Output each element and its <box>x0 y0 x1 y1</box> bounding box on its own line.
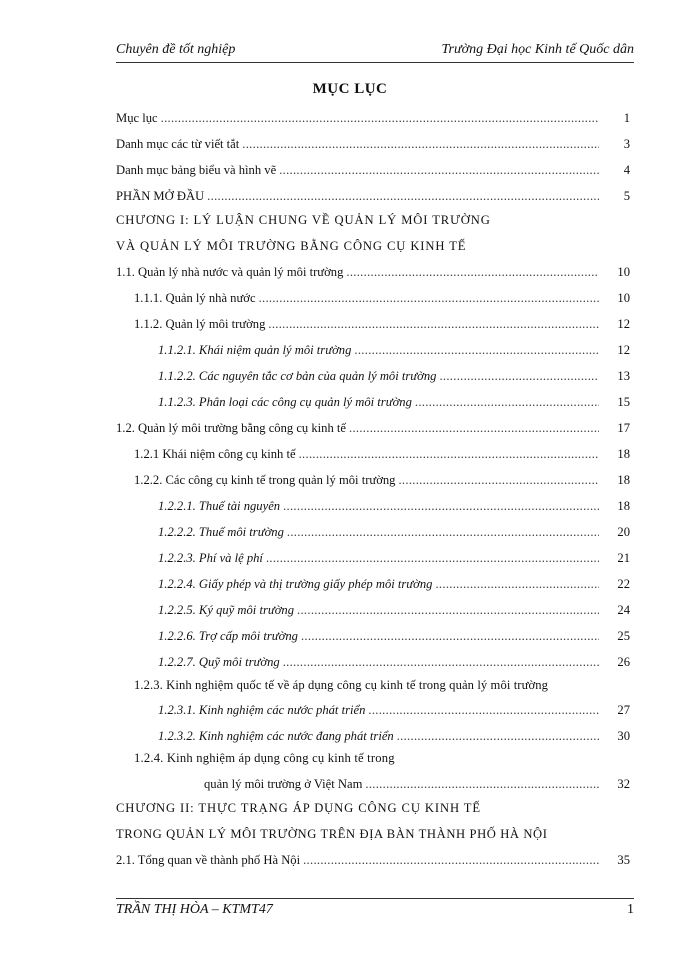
toc-page: 4 <box>623 163 630 177</box>
toc-page: 13 <box>617 369 630 383</box>
toc-label: quản lý môi trường ở Việt Nam <box>204 777 363 791</box>
toc-entry <box>158 600 630 620</box>
toc-page: 10 <box>617 265 630 279</box>
toc-label: 1.1.2.3. Phân loại các công cụ quản lý môi trường <box>158 395 412 409</box>
toc-label: 2.1. Tổng quan về thành phố Hà Nội <box>116 853 301 867</box>
header-left-text: Chuyên đề tốt nghiệp <box>116 42 236 57</box>
toc-label: 1.2.3.2. Kinh nghiệm các nước đang phát triển <box>158 729 394 743</box>
toc-label: 1.2.2. Các công cụ kinh tế trong quản lý môi trường <box>134 473 396 487</box>
toc-entry <box>116 262 630 282</box>
toc-page: 3 <box>623 137 630 151</box>
toc-label: Mục lục <box>116 111 158 125</box>
toc-entry <box>116 134 630 154</box>
toc-leader <box>301 626 599 646</box>
toc-entry <box>158 366 630 386</box>
toc-label: 1.1.2. Quản lý môi trường <box>134 317 266 331</box>
chapter-heading: VÀ QUẢN LÝ MÔI TRƯỜNG BẰNG CÔNG CỤ KINH TẾ <box>116 239 467 253</box>
toc-page: 24 <box>617 603 630 617</box>
toc-entry <box>116 418 630 438</box>
toc-page: 25 <box>617 629 630 643</box>
toc-entry <box>158 726 630 746</box>
toc-entry <box>134 470 630 490</box>
toc-entry <box>158 548 630 568</box>
toc-leader <box>397 726 599 746</box>
toc-label: 1.1.1. Quản lý nhà nước <box>134 291 256 305</box>
toc-page: 21 <box>617 551 630 565</box>
toc-entry <box>158 522 630 542</box>
toc-page: 18 <box>617 447 630 461</box>
toc-entry-no-page: 1.2.4. Kinh nghiệm áp dụng công cụ kinh tế trong <box>134 751 395 765</box>
toc-entry <box>158 340 630 360</box>
header-right-text: Trường Đại học Kinh tế Quốc dân <box>441 42 634 57</box>
toc-page: 27 <box>617 703 630 717</box>
toc-leader <box>283 496 599 516</box>
toc-leader <box>279 160 599 180</box>
toc-label: 1.1.2.2. Các nguyên tắc cơ bản của quản lý môi trường <box>158 369 437 383</box>
chapter-heading: CHƯƠNG II: THỰC TRẠNG ÁP DỤNG CÔNG CỤ KINH TẾ <box>116 801 481 815</box>
toc-entry-no-page: 1.2.3. Kinh nghiệm quốc tế về áp dụng công cụ kinh tế trong quản lý môi trường <box>134 678 549 692</box>
chapter-heading: CHƯƠNG I: LÝ LUẬN CHUNG VỀ QUẢN LÝ MÔI TRƯỜNG <box>116 213 491 227</box>
toc-leader <box>354 340 599 360</box>
toc-leader <box>398 470 599 490</box>
toc-page: 17 <box>617 421 630 435</box>
toc-leader <box>266 548 599 568</box>
toc-entry <box>116 108 630 128</box>
toc-page: 15 <box>617 395 630 409</box>
page-title: MỤC LỤC <box>312 81 388 97</box>
toc-leader <box>297 600 599 620</box>
toc-page: 10 <box>617 291 630 305</box>
toc-label: 1.2.3.1. Kinh nghiệm các nước phát triển <box>158 703 366 717</box>
toc-leader <box>435 574 599 594</box>
toc-page: 12 <box>617 317 630 331</box>
toc-leader <box>161 108 599 128</box>
toc-leader <box>207 186 599 206</box>
toc-entry <box>158 496 630 516</box>
footer-page-number: 1 <box>627 902 634 917</box>
toc-page: 32 <box>617 777 630 791</box>
toc-entry <box>158 392 630 412</box>
toc-entry <box>204 774 630 794</box>
toc-page: 1 <box>623 111 630 125</box>
toc-label: 1.2.2.7. Quỹ môi trường <box>158 655 280 669</box>
page-footer <box>116 898 634 917</box>
page-header <box>116 40 634 63</box>
toc-label: PHẦN MỞ ĐẦU <box>116 189 205 203</box>
toc-entry <box>134 444 630 464</box>
chapter-heading: TRONG QUẢN LÝ MÔI TRƯỜNG TRÊN ĐỊA BÀN THÀNH PHỐ HÀ NỘI <box>116 827 548 841</box>
toc-leader <box>259 288 599 308</box>
toc-leader <box>303 850 599 870</box>
toc-leader <box>365 774 599 794</box>
toc-leader <box>415 392 599 412</box>
toc-entry <box>158 626 630 646</box>
toc-label: 1.1.2.1. Khái niệm quản lý môi trường <box>158 343 352 357</box>
toc-entry <box>116 186 630 206</box>
toc-label: 1.2.2.4. Giấy phép và thị trường giấy phép môi trường <box>158 577 433 591</box>
toc-entry <box>134 314 630 334</box>
toc-label: 1.2.2.5. Ký quỹ môi trường <box>158 603 295 617</box>
toc-label: 1.2.2.1. Thuế tài nguyên <box>158 499 281 513</box>
toc-entry <box>158 700 630 720</box>
toc-page: 26 <box>617 655 630 669</box>
toc-page: 22 <box>617 577 630 591</box>
toc-leader <box>283 652 599 672</box>
toc-entry <box>158 652 630 672</box>
toc-entry <box>116 850 630 870</box>
toc-label: 1.2.2.3. Phí và lệ phí <box>158 551 263 565</box>
toc-entry <box>116 160 630 180</box>
toc-entry <box>158 574 630 594</box>
toc-leader <box>368 700 599 720</box>
toc-page: 5 <box>623 189 630 203</box>
toc-label: 1.1. Quản lý nhà nước và quản lý môi trường <box>116 265 344 279</box>
toc-page: 35 <box>617 853 630 867</box>
toc-label: Danh mục các từ viết tắt <box>116 137 240 151</box>
toc-leader <box>346 262 599 282</box>
toc-leader <box>287 522 599 542</box>
toc-leader <box>349 418 599 438</box>
toc-label: 1.2.1 Khái niệm công cụ kinh tế <box>134 447 296 461</box>
toc-leader <box>242 134 599 154</box>
toc-leader <box>268 314 599 334</box>
footer-author: TRẦN THỊ HÒA – KTMT47 <box>116 902 273 917</box>
toc-page: 12 <box>617 343 630 357</box>
toc-page: 18 <box>617 473 630 487</box>
toc-page: 20 <box>617 525 630 539</box>
toc-leader <box>439 366 599 386</box>
toc-label: 1.2. Quản lý môi trường bằng công cụ kinh tế <box>116 421 346 435</box>
toc-page: 18 <box>617 499 630 513</box>
toc-entry <box>134 288 630 308</box>
toc-label: Danh mục bảng biểu và hình vẽ <box>116 163 277 177</box>
toc-label: 1.2.2.2. Thuế môi trường <box>158 525 284 539</box>
toc-leader <box>299 444 599 464</box>
toc-label: 1.2.2.6. Trợ cấp môi trường <box>158 629 298 643</box>
toc-page: 30 <box>617 729 630 743</box>
